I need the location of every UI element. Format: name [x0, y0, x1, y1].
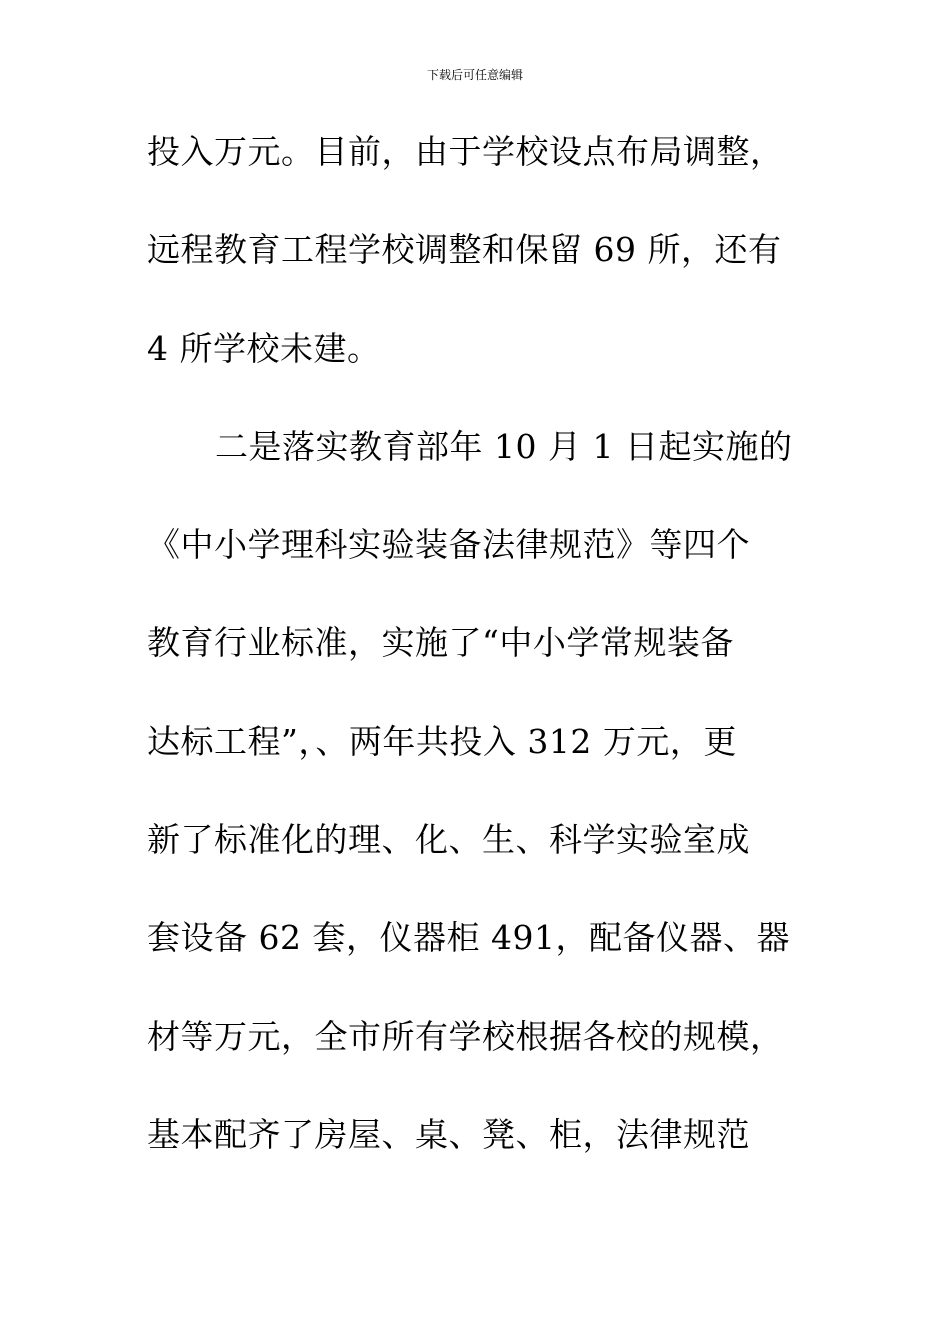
text-line: 教育行业标准，实施了“中小学常规装备 [147, 623, 734, 663]
body-text [147, 120, 807, 1201]
text-line: 《中小学理科实验装备法律规范》等四个 [147, 525, 750, 565]
text-line: 投入万元。目前，由于学校设点布局调整， [147, 132, 784, 171]
text-line: 达标工程”，、两年共投入 312 万元，更 [147, 721, 737, 761]
text-line: 材等万元，全市所有学校根据各校的规模， [147, 1016, 784, 1056]
text-line: 4 所学校未建。 [147, 328, 381, 368]
text-line: 套设备 62 套，仪器柜 491，配备仪器、器 [147, 918, 790, 958]
paragraph-start-line: 二是落实教育部年 10 月 1 日起实施的 [215, 426, 793, 466]
page-header-note: 下载后可任意编辑 [426, 68, 523, 82]
text-line: 远程教育工程学校调整和保留 69 所，还有 [147, 230, 782, 270]
text-line: 新了标准化的理、化、生、科学实验室成 [147, 820, 750, 860]
text-line: 基本配齐了房屋、桌、凳、柜，法律规范 [147, 1114, 750, 1154]
